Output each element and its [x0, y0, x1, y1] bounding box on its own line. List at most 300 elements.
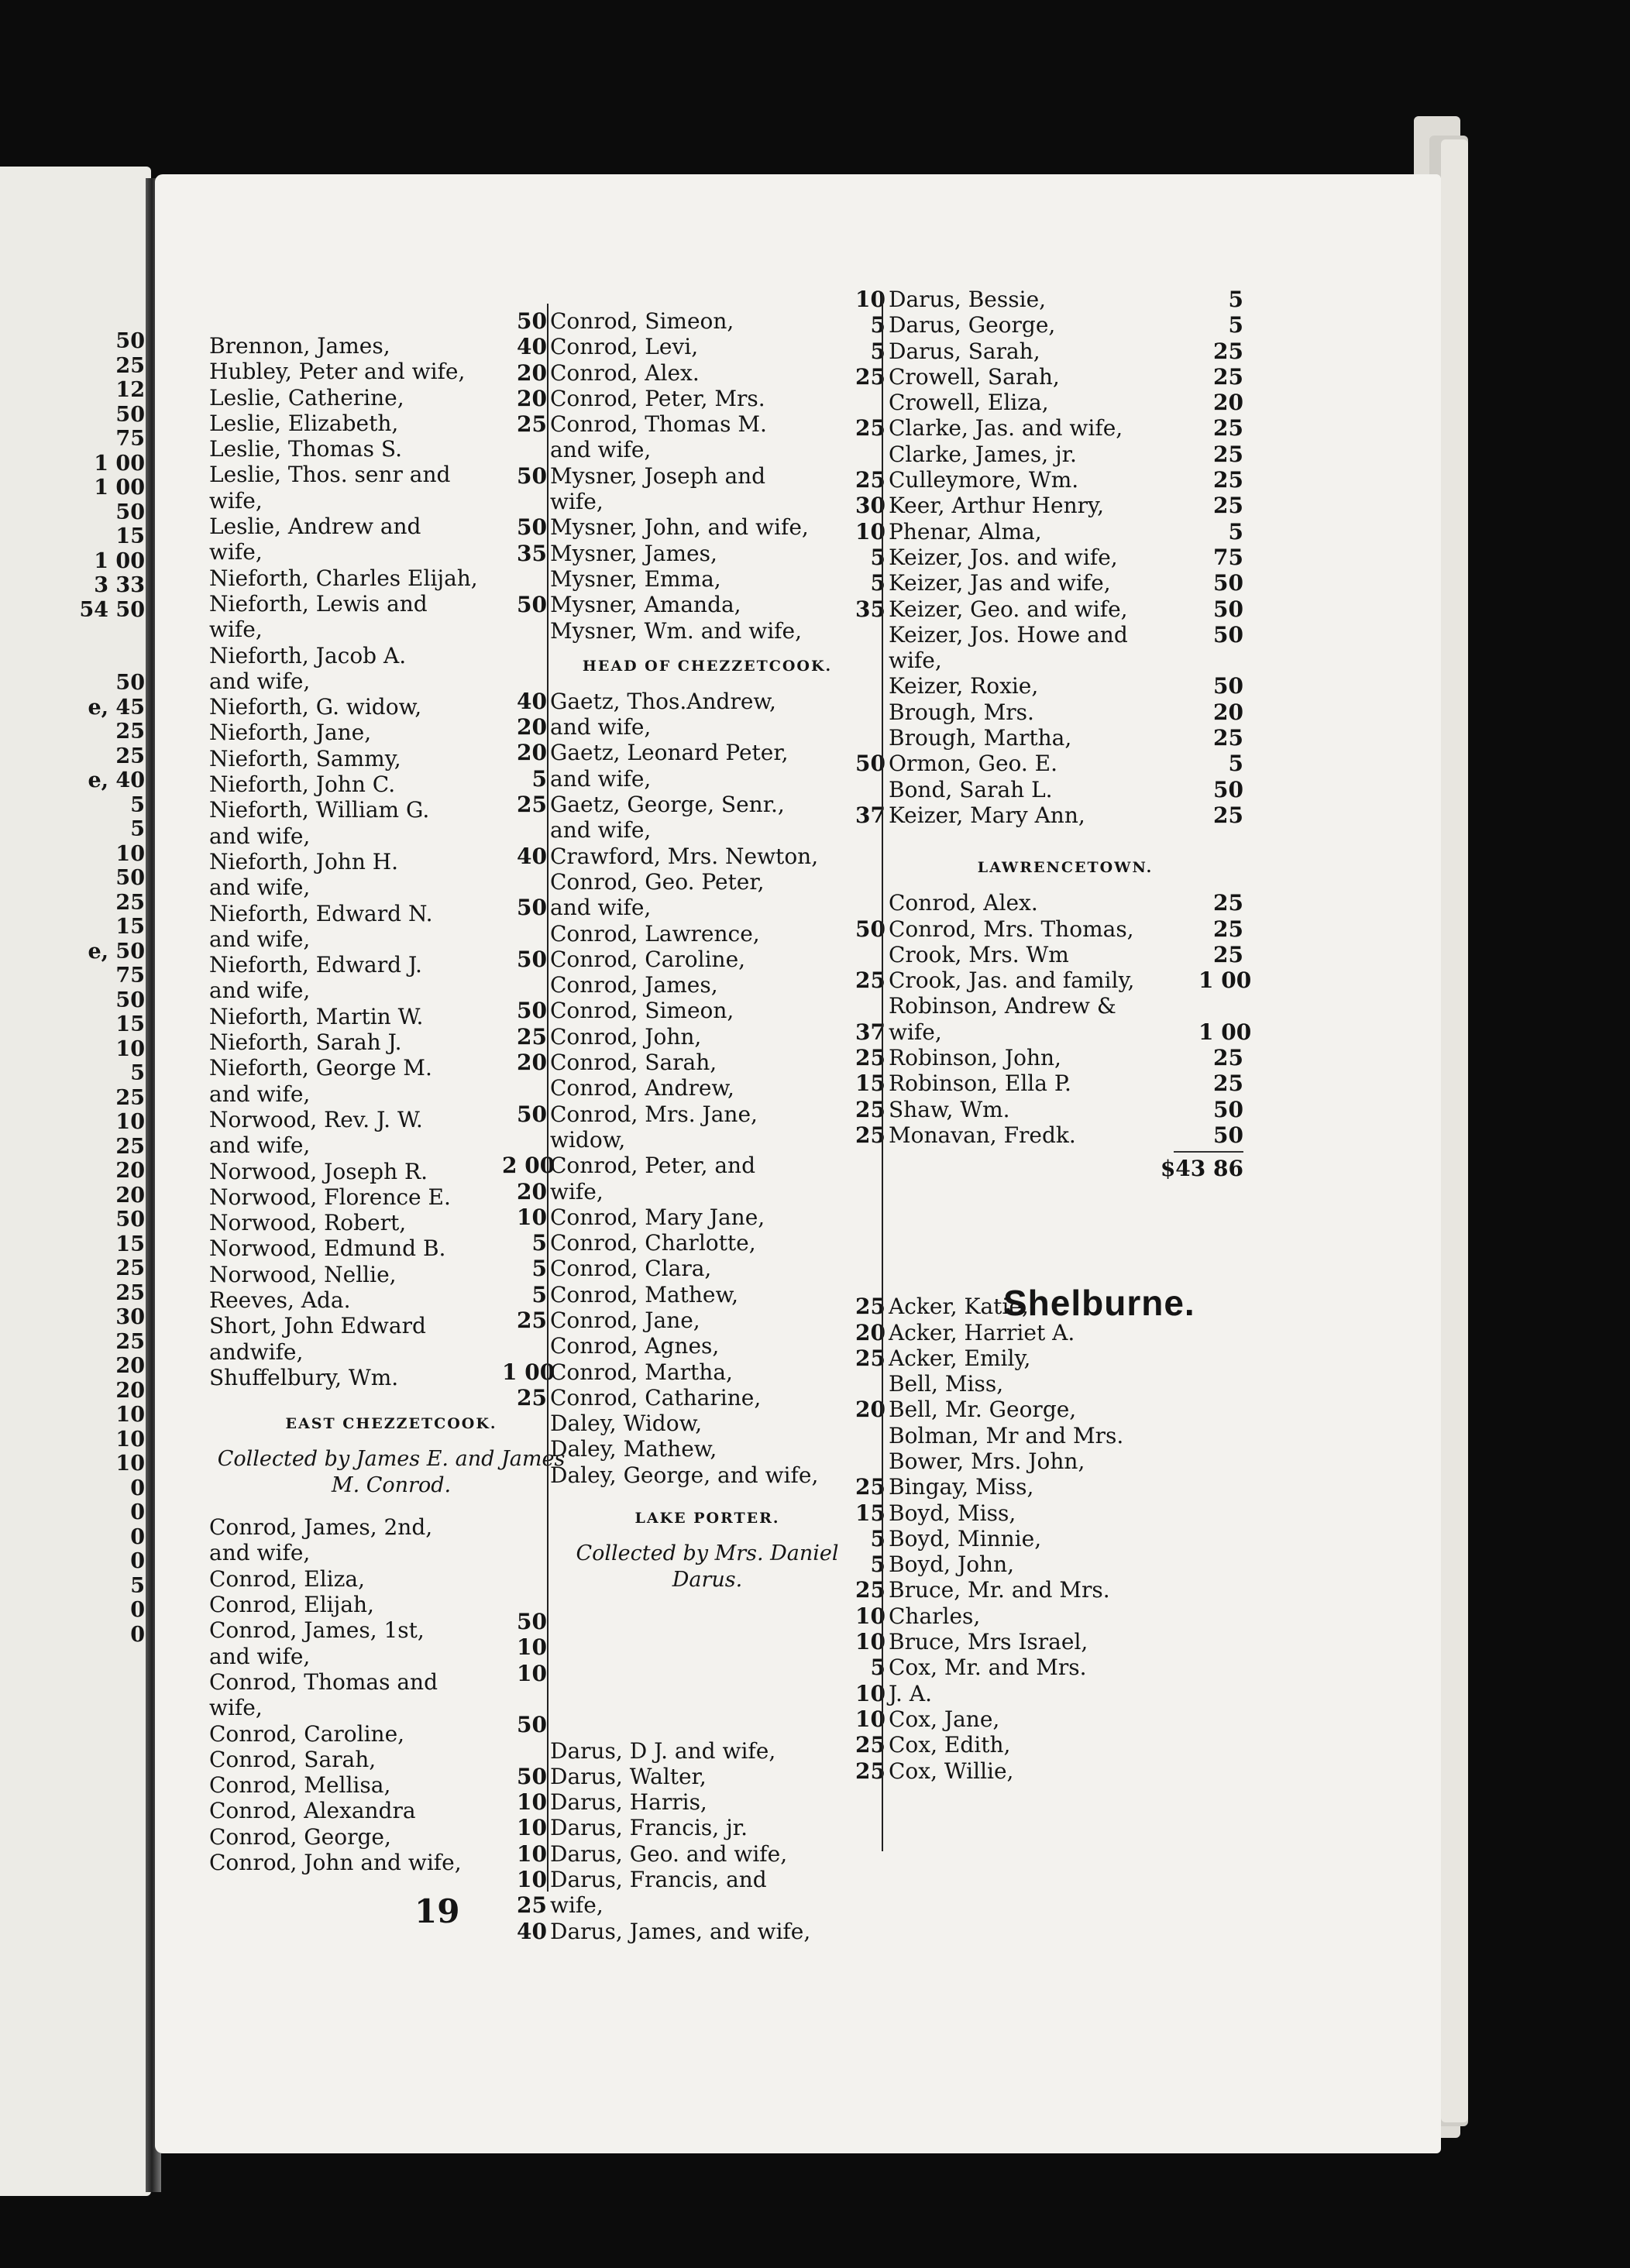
- entry-name: Darus, Francis, and: [550, 1867, 767, 1893]
- entry-amount-right: 25: [1213, 1045, 1243, 1071]
- left-amount: 3 33: [94, 573, 145, 597]
- entry-amount: 10: [517, 1204, 547, 1230]
- entry-row: [502, 1153, 866, 1178]
- entry-name: Conrod, Simeon,: [550, 308, 734, 334]
- entry-amount: 5: [870, 544, 885, 570]
- entry-name: Conrod, Alexandra: [209, 1798, 416, 1824]
- entry-name: Gaetz, Leonard Peter,: [550, 740, 789, 766]
- entry-amount: 20: [517, 385, 547, 411]
- entry-amount: 5: [870, 312, 885, 338]
- entry-name: Nieforth, Sarah J.: [209, 1029, 402, 1056]
- section-heading-shelburne: Shelburne.: [1003, 1283, 1195, 1323]
- entry-name: Bell, Miss,: [889, 1371, 1004, 1397]
- entry-row: [502, 1101, 866, 1127]
- entry-amount: 37: [855, 802, 885, 828]
- entry-name: Cox, Jane,: [889, 1706, 1000, 1732]
- entry-row: [502, 1308, 866, 1333]
- entry-row: [502, 437, 866, 462]
- entry-row: [502, 998, 866, 1023]
- entry-row: [502, 1789, 866, 1815]
- entry-name: Darus, Walter,: [550, 1763, 707, 1789]
- left-amount: 10: [115, 1452, 145, 1476]
- entry-name: Nieforth, Jane,: [209, 720, 372, 746]
- entry-row: [841, 1019, 1252, 1045]
- left-amount: 50: [115, 500, 145, 524]
- entry-name: Conrod, Catharine,: [550, 1384, 762, 1411]
- entry-row: [502, 411, 866, 437]
- entry-amount: 50: [517, 592, 547, 618]
- entry-row: [502, 766, 866, 792]
- entry-row: [502, 360, 866, 386]
- entry-amount-right: 25: [1213, 802, 1243, 828]
- entry-amount: 35: [517, 540, 547, 566]
- left-amount: 10: [115, 1110, 145, 1134]
- entry-amount: 35: [855, 596, 885, 622]
- entry-amount-right: 5: [1228, 287, 1243, 312]
- left-amount: 25: [115, 1256, 145, 1280]
- entry-row: [502, 1179, 866, 1204]
- entry-name: Mysner, John, and wife,: [550, 514, 809, 541]
- entry-row: [502, 1609, 866, 1634]
- entry-name: and wife,: [209, 1132, 311, 1159]
- entry-row: [502, 308, 866, 334]
- column-rule: [547, 304, 548, 1892]
- entry-row: [502, 1230, 866, 1256]
- entry-row: [841, 673, 1243, 699]
- entry-row: [841, 493, 1243, 518]
- left-amount: 12: [115, 378, 145, 402]
- entry-row: [841, 1526, 1243, 1552]
- entry-amount: 5: [870, 1655, 885, 1681]
- entry-amount: 25: [855, 967, 885, 994]
- entry-name: and wife,: [209, 926, 311, 952]
- entry-name: Mysner, Wm. and wife,: [550, 617, 803, 644]
- entry-row: [841, 1097, 1243, 1122]
- entry-amount-right: 25: [1213, 441, 1243, 467]
- left-amount: 5: [130, 792, 145, 817]
- entry-name: and wife,: [209, 1540, 311, 1566]
- entry-name: Norwood, Joseph R.: [209, 1158, 428, 1184]
- left-amount: 25: [115, 1085, 145, 1110]
- left-amount: 75: [115, 427, 145, 451]
- entry-amount: 10: [517, 1634, 547, 1661]
- left-page-amounts: [0, 329, 145, 1647]
- entry-name: Gaetz, Thos.Andrew,: [550, 688, 776, 714]
- entry-name: Boyd, Miss,: [889, 1500, 1016, 1526]
- entry-name: Crook, Mrs. Wm: [889, 941, 1069, 967]
- left-amount: 0: [130, 1549, 145, 1573]
- entry-name: Conrod, Thomas M.: [550, 411, 767, 438]
- entry-amount: 10: [855, 1706, 885, 1732]
- entry-name: Nieforth, Edward J.: [209, 952, 422, 978]
- entry-name: and wife,: [209, 668, 311, 694]
- entry-row: [841, 1577, 1243, 1603]
- entry-amount-right: 50: [1213, 596, 1243, 622]
- entry-name: Brennon, James,: [209, 333, 390, 359]
- entry-row: [841, 967, 1252, 994]
- left-amount: 50: [115, 866, 145, 890]
- entry-name: Conrod, Clara,: [550, 1256, 712, 1282]
- left-amount: 75: [115, 964, 145, 988]
- entry-row: [502, 1462, 866, 1488]
- entry-amount: 10: [855, 518, 885, 545]
- entry-amount-right: 20: [1213, 699, 1243, 725]
- entry-amount: 10: [855, 1629, 885, 1655]
- entry-name: wife,: [209, 487, 263, 514]
- entry-name: Conrod, Andrew,: [550, 1075, 734, 1101]
- section-heading: LAWRENCETOWN.: [977, 859, 1154, 877]
- entry-amount-right: 50: [1213, 776, 1243, 802]
- entry-row: [502, 1359, 866, 1385]
- entry-row: [502, 1867, 866, 1892]
- entry-row: [841, 1397, 1243, 1422]
- left-amount: 10: [115, 1427, 145, 1452]
- entry-row: [502, 972, 866, 998]
- entry-amount: 10: [517, 1840, 547, 1867]
- entry-row: [841, 1732, 1243, 1758]
- entry-row: [841, 545, 1243, 570]
- entry-amount: 5: [870, 570, 885, 596]
- entry-amount: 25: [517, 1384, 547, 1411]
- entry-name: Conrod, Peter, and: [550, 1153, 756, 1179]
- entry-name: wife,: [550, 1178, 604, 1204]
- entry-row: [502, 844, 866, 869]
- total-rule: [1174, 1151, 1243, 1153]
- left-amount: 5: [130, 817, 145, 841]
- entry-name: Robinson, John,: [889, 1045, 1061, 1071]
- entry-row: [502, 618, 866, 644]
- entry-amount: 30: [855, 493, 885, 519]
- entry-name: Nieforth, Jacob A.: [209, 642, 407, 668]
- left-amount: 0: [130, 1476, 145, 1500]
- entry-name: Conrod, Geo. Peter,: [550, 868, 765, 895]
- entry-amount-right: 5: [1228, 518, 1243, 545]
- entry-amount-right: 1 00: [1198, 1019, 1252, 1045]
- entry-row: [502, 1385, 866, 1411]
- left-amount: 0: [130, 1622, 145, 1647]
- entry-name: Conrod, Charlotte,: [550, 1230, 756, 1256]
- entry-name: Conrod, Caroline,: [550, 946, 746, 972]
- left-amount: [0, 622, 145, 647]
- entry-row: [502, 895, 866, 920]
- entry-amount: 10: [517, 1789, 547, 1816]
- spacer: [841, 1181, 1243, 1294]
- entry-row: [841, 1552, 1243, 1577]
- entry-name: Mysner, Emma,: [550, 565, 721, 592]
- entry-amount-right: 50: [1213, 570, 1243, 596]
- entry-amount: 25: [855, 1474, 885, 1500]
- left-amount: 0: [130, 1598, 145, 1622]
- entry-amount: 25: [517, 1307, 547, 1333]
- entry-amount: 40: [517, 688, 547, 714]
- entry-name: widow,: [550, 1126, 626, 1153]
- entry-name: and wife,: [550, 714, 652, 741]
- entry-row: [502, 1892, 866, 1918]
- entry-row: [502, 1024, 866, 1050]
- left-amount: 20: [115, 1159, 145, 1183]
- entry-amount: 10: [517, 1815, 547, 1841]
- entry-row: [841, 942, 1243, 967]
- entry-row: [841, 916, 1243, 942]
- entry-row: [502, 386, 866, 411]
- entry-row: [502, 1841, 866, 1867]
- entry-amount: 25: [855, 1294, 885, 1320]
- entry-name: wife,: [209, 617, 263, 643]
- left-amount: 50: [115, 671, 145, 695]
- entry-name: Bolman, Mr and Mrs.: [889, 1422, 1124, 1448]
- entry-row: [841, 1474, 1243, 1500]
- left-amount: 1 00: [94, 451, 145, 476]
- entry-name: Nieforth, William G.: [209, 797, 430, 823]
- entry-amount: 50: [517, 1712, 547, 1738]
- entry-amount: 5: [870, 1552, 885, 1578]
- entry-name: Conrod, James, 1st,: [209, 1617, 425, 1644]
- entry-name: Nieforth, G. widow,: [209, 694, 422, 720]
- left-amount: e, 50: [88, 939, 145, 964]
- entry-row: [502, 921, 866, 947]
- entry-name: Short, John Edward: [209, 1313, 426, 1339]
- entry-row: [841, 1655, 1243, 1680]
- entry-name: Conrod, Mrs. Jane,: [550, 1101, 758, 1127]
- entry-name: Nieforth, George M.: [209, 1055, 432, 1081]
- entry-name: and wife,: [550, 817, 652, 844]
- column-3: [841, 287, 1252, 1784]
- entry-name: Conrod, Elijah,: [209, 1592, 374, 1618]
- left-amount: 10: [115, 1036, 145, 1061]
- collector-note: Collected by James E. and James M. Conrod.: [217, 1447, 566, 1498]
- entry-name: Keizer, Roxie,: [889, 673, 1039, 699]
- entry-amount-right: 25: [1213, 493, 1243, 519]
- entry-amount: 25: [855, 1096, 885, 1122]
- entry-name: Conrod, George,: [209, 1823, 391, 1850]
- entry-name: Cox, Mr. and Mrs.: [889, 1655, 1087, 1681]
- entry-name: Shuffelbury, Wm.: [209, 1364, 399, 1390]
- column-2: [502, 308, 866, 1944]
- entry-row: [502, 689, 866, 714]
- entry-row: [502, 514, 866, 540]
- entry-row: [502, 1634, 866, 1660]
- entry-row: [502, 1764, 866, 1789]
- entry-name: Conrod, Jane,: [550, 1307, 700, 1333]
- entry-amount: 25: [855, 1122, 885, 1148]
- entry-name: andwife,: [209, 1338, 304, 1365]
- entry-name: Daley, Widow,: [550, 1411, 703, 1437]
- entry-row: [841, 1500, 1243, 1526]
- entry-name: Mysner, Amanda,: [550, 592, 741, 618]
- entry-row: [502, 1282, 866, 1308]
- entry-row: [502, 1738, 866, 1764]
- entry-amount-right: 25: [1213, 363, 1243, 390]
- entry-name: and wife,: [209, 1081, 311, 1107]
- entry-row: [841, 1045, 1243, 1070]
- entry-row: [502, 1815, 866, 1840]
- entry-name: Nieforth, Edward N.: [209, 900, 433, 926]
- entry-row: [502, 541, 866, 566]
- entry-name: Conrod, Sarah,: [209, 1746, 377, 1772]
- entry-amount: 50: [517, 1763, 547, 1789]
- entry-amount: 37: [855, 1019, 885, 1045]
- entry-name: Norwood, Robert,: [209, 1210, 407, 1236]
- left-amount: 15: [115, 1232, 145, 1256]
- entry-row: [841, 442, 1243, 467]
- entry-name: Conrod, Sarah,: [550, 1050, 717, 1076]
- entry-row: [841, 777, 1243, 802]
- left-amount: 15: [115, 1012, 145, 1036]
- entry-amount: 20: [855, 1397, 885, 1423]
- entry-row: [841, 467, 1243, 493]
- entry-name: Boyd, John,: [889, 1552, 1015, 1578]
- entry-name: wife,: [550, 489, 604, 515]
- entry-name: Conrod, John,: [550, 1023, 702, 1050]
- entry-name: Darus, Francis, jr.: [550, 1815, 748, 1841]
- entry-name: Keizer, Jos. Howe and: [889, 621, 1128, 648]
- entry-row: [502, 740, 866, 765]
- entry-row: [841, 1758, 1243, 1784]
- left-amount: 25: [115, 890, 145, 915]
- entry-name: Brough, Martha,: [889, 725, 1072, 751]
- entry-row: [841, 1345, 1243, 1371]
- entry-row: [502, 334, 866, 359]
- entry-amount: 25: [855, 1577, 885, 1603]
- entry-amount: 25: [517, 792, 547, 818]
- entry-name: Darus, James, and wife,: [550, 1918, 811, 1944]
- entry-row: [502, 592, 866, 617]
- entry-name: Darus, Sarah,: [889, 338, 1040, 364]
- entry-name: wife,: [209, 539, 263, 565]
- entry-amount: 25: [855, 363, 885, 390]
- entry-amount: 50: [517, 998, 547, 1024]
- entry-name: Darus, Bessie,: [889, 287, 1047, 312]
- entry-amount-right: 25: [1213, 338, 1243, 364]
- left-amount: 20: [115, 1354, 145, 1378]
- entry-name: and wife,: [209, 978, 311, 1004]
- left-amount: 20: [115, 1183, 145, 1208]
- entry-row: [841, 338, 1243, 364]
- entry-name: Acker, Harriet A.: [889, 1319, 1075, 1345]
- entry-name: and wife,: [209, 823, 311, 849]
- entry-amount: 25: [855, 1045, 885, 1071]
- entry-amount: 25: [855, 1732, 885, 1758]
- entry-amount: 10: [855, 287, 885, 312]
- entry-name: Mysner, James,: [550, 540, 717, 566]
- entry-name: wife,: [889, 1019, 942, 1045]
- entry-amount: 10: [517, 1660, 547, 1686]
- entry-name: Conrod, Peter, Mrs.: [550, 385, 765, 411]
- entry-row: [841, 725, 1243, 751]
- entry-amount: 50: [517, 1609, 547, 1635]
- left-amount: 25: [115, 353, 145, 378]
- page-number: 19: [414, 1892, 460, 1930]
- entry-name: Conrod, Mellisa,: [209, 1772, 391, 1799]
- entry-amount: 25: [517, 1892, 547, 1919]
- entry-name: Conrod, Simeon,: [550, 998, 734, 1024]
- entry-row: [502, 1204, 866, 1230]
- entry-name: and wife,: [550, 765, 652, 792]
- entry-amount: 1 00: [502, 1359, 555, 1385]
- entry-name: Conrod, Thomas and: [209, 1668, 438, 1695]
- entry-name: Crook, Jas. and family,: [889, 967, 1135, 994]
- section-total: $43 86: [1160, 1156, 1243, 1182]
- entry-row: [502, 1050, 866, 1075]
- entry-amount: 20: [517, 1050, 547, 1076]
- entry-amount: 10: [855, 1603, 885, 1629]
- entry-amount: 50: [517, 514, 547, 541]
- entry-amount: 15: [855, 1500, 885, 1526]
- entry-name: Brough, Mrs.: [889, 699, 1034, 725]
- entry-name: Keer, Arthur Henry,: [889, 493, 1105, 519]
- entry-row: [841, 751, 1243, 776]
- left-amount: 10: [115, 841, 145, 866]
- entry-name: J. A.: [889, 1680, 932, 1706]
- entry-name: Bruce, Mr. and Mrs.: [889, 1577, 1110, 1603]
- entry-name: Conrod, John and wife,: [209, 1850, 462, 1876]
- entry-row: [841, 570, 1243, 596]
- left-amount: 50: [115, 402, 145, 427]
- entry-name: Cox, Edith,: [889, 1732, 1011, 1758]
- column-rule: [882, 294, 883, 1851]
- entry-name: Bower, Mrs. John,: [889, 1448, 1085, 1474]
- entry-name: Conrod, Mrs. Thomas,: [889, 916, 1134, 942]
- entry-amount: 25: [855, 1345, 885, 1371]
- entry-name: Norwood, Nellie,: [209, 1261, 397, 1287]
- entry-name: Nieforth, Lewis and: [209, 590, 428, 617]
- entry-name: Bingay, Miss,: [889, 1474, 1034, 1500]
- entry-amount: 50: [517, 946, 547, 972]
- entry-row: [502, 1436, 866, 1462]
- entry-name: wife,: [550, 1892, 604, 1919]
- entry-name: Leslie, Elizabeth,: [209, 410, 399, 436]
- entry-amount: 40: [517, 1918, 547, 1944]
- entry-amount: 25: [855, 467, 885, 493]
- entry-row: [841, 1070, 1243, 1096]
- entry-name: Daley, George, and wife,: [550, 1462, 819, 1488]
- entry-row: [502, 714, 866, 740]
- entry-row: [841, 622, 1243, 648]
- entry-row: [841, 802, 1243, 828]
- entry-name: Conrod, Alex.: [550, 359, 700, 386]
- entry-name: Conrod, James, 2nd,: [209, 1514, 433, 1541]
- entry-name: wife,: [209, 1695, 263, 1721]
- entry-name: Culleymore, Wm.: [889, 467, 1079, 493]
- left-amount: 30: [115, 1305, 145, 1329]
- entry-row: [502, 1127, 866, 1153]
- entry-name: Nieforth, John C.: [209, 771, 396, 798]
- entry-name: Phenar, Alma,: [889, 518, 1042, 545]
- entry-name: Darus, Harris,: [550, 1789, 707, 1816]
- page-edge: [1441, 139, 1468, 2122]
- entry-amount: 25: [517, 1023, 547, 1050]
- entry-row: [841, 312, 1243, 338]
- left-amount: 15: [115, 915, 145, 939]
- entry-amount: 50: [517, 462, 547, 489]
- entry-amount: 50: [517, 895, 547, 921]
- entry-name: Conrod, Eliza,: [209, 1565, 365, 1592]
- left-amount: 1 00: [94, 476, 145, 500]
- entry-amount: 20: [855, 1319, 885, 1345]
- entry-row: [502, 1256, 866, 1281]
- section-heading: LAKE PORTER.: [634, 1510, 780, 1527]
- left-amount: 0: [130, 1524, 145, 1549]
- entry-row: [502, 1411, 866, 1436]
- entry-name: Darus, D J. and wife,: [550, 1737, 776, 1764]
- entry-amount: 50: [855, 916, 885, 942]
- left-amount: 5: [130, 1573, 145, 1598]
- entry-name: Nieforth, Charles Elijah,: [209, 565, 478, 591]
- left-facing-page: [0, 167, 151, 2196]
- entry-name: Conrod, Alex.: [889, 890, 1038, 916]
- entry-amount: 5: [531, 1230, 547, 1256]
- left-amount: 50: [115, 329, 145, 353]
